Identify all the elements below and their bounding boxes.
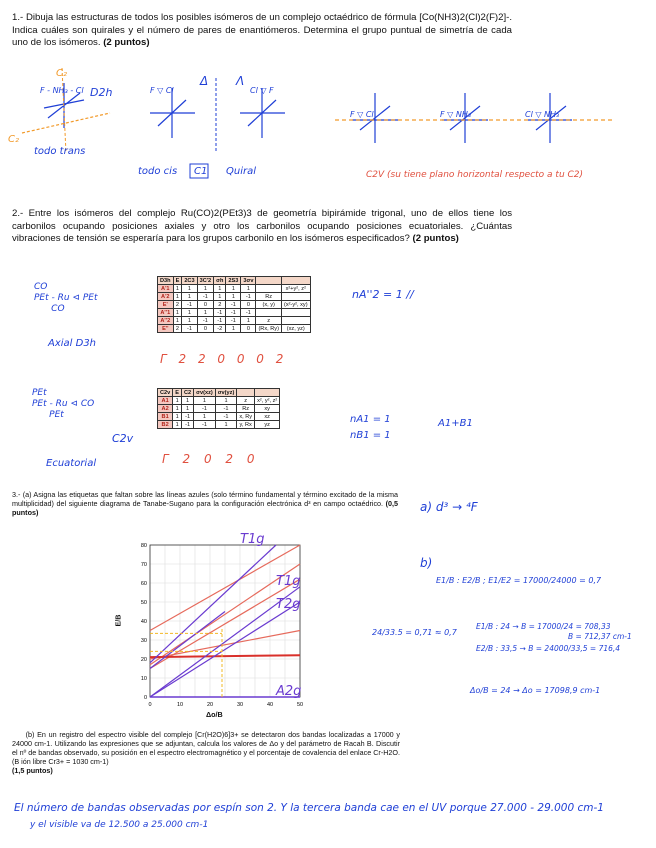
- answer-3a: a) d³ → ⁴F: [420, 500, 478, 514]
- label-t1g: T1g: [276, 574, 301, 589]
- ligand-labels-2: F ▽ Cl: [150, 86, 174, 95]
- e1-calc: E1/B : 24 → B = 17000/24 = 708,33: [476, 622, 611, 631]
- ru-equatorial-sketch: PEt PEt ‑ Ru ⊲ CO PEt: [32, 388, 95, 420]
- table-row: B1 1 -1 1 -1 x, Ry xz: [158, 413, 280, 421]
- delta-calc: Δo/B = 24 → Δo = 17098,9 cm-1: [470, 686, 601, 695]
- table-row: A'2 1 1 -1 1 1 -1 Rz: [158, 293, 311, 301]
- x-tick-label: 0: [148, 702, 152, 708]
- e2-calc: E2/B : 33,5 → B = 24000/33,5 = 716,4: [476, 644, 621, 653]
- iso1-label: todo trans: [34, 146, 86, 157]
- y-tick-label: 0: [143, 695, 147, 701]
- lambda-label: Λ: [236, 74, 245, 88]
- label-t1g-top: T1g: [240, 532, 265, 547]
- answer-3b: b): [420, 556, 433, 570]
- iso1-group: D2h: [90, 86, 113, 99]
- ru-axial-sketch: CO PEt ‑ Ru ⊲ PEt CO: [34, 282, 98, 314]
- question-1-points: (2 puntos): [103, 37, 150, 49]
- y-tick-label: 80: [140, 543, 147, 549]
- ratio-calc: E1/B : E2/B ; E1/E2 = 17000/24000 = 0,7: [436, 576, 602, 585]
- result-eq-sum: A1+B1: [438, 418, 473, 429]
- final-answer-2: y el visible va de 12.500 a 25.000 cm-1: [30, 820, 209, 830]
- table-row: A'1 1 1 1 1 1 1 x²+y², z²: [158, 285, 311, 293]
- question-3b-text: (b) En un registro del espectro visible del complejo [Cr(H2O)6]3+ se detectaron dos bandas localizadas a 17000 y 24000 cm-1. Utilizando las expresiones que se adjuntan, calcula los valores de Δo y del parámetro de Racah B. Discutir el nº de bandas observado, su posición en el espectro electromagnético y el porcentaje de covalencia del enlace Cr-H2O. (B ión libre Cr3+ = 1030 cm-1): [12, 730, 400, 766]
- gamma-equatorial: Γ 2 0 2 0: [162, 452, 260, 466]
- chart-ylabel: E/B: [113, 614, 123, 627]
- c2v-note: C2V (su tiene plano horizontal respecto a tu C2): [366, 170, 584, 180]
- y-tick-label: 60: [140, 581, 147, 587]
- x-tick-label: 50: [296, 702, 304, 708]
- question-1: [12, 12, 512, 50]
- label-a2g: A2g: [276, 684, 302, 699]
- ligand-labels-6: Cl ▽ NH₃: [525, 110, 560, 119]
- question-3b-points: (1,5 puntos): [12, 766, 53, 775]
- y-tick-label: 70: [140, 562, 147, 568]
- table-header-row: C2v E C2 σv(xz) σv(yz): [158, 389, 280, 397]
- question-1-text: 1.- Dibuja las estructuras de todos los posibles isómeros de un complejo octaédrico de fórmula [Co(NH3)2(Cl)2(F)2]-. Indica cuáles son quirales y el número de pares de enantiómeros. Determina el grupo puntual de simetría de cada uno de los isómeros.: [12, 12, 512, 49]
- question-2-text: 2.- Entre los isómeros del complejo Ru(CO)2(PEt3)3 de geometría bipirámide trigonal, uno de ellos tiene los carbonilos ocupando posiciones axiales y otro los carbonilos ocupando posiciones ecuatoriales. ¿Cuántas vibraciones de tensión se esperaría para los grupos carbonilo en los isómeros especificados?: [12, 208, 512, 245]
- table-row: A''2 1 1 -1 -1 -1 1 z: [158, 317, 311, 325]
- x-tick-label: 40: [266, 702, 274, 708]
- iso2-label: todo cis: [138, 166, 178, 177]
- ligand-labels-1: F ‑ NH₃ ‑ Cl: [40, 86, 84, 95]
- ligand-labels-3: Cl ▽ F: [250, 86, 274, 95]
- b-average: B = 712,37 cm-1: [568, 632, 632, 641]
- x-tick-label: 20: [206, 702, 214, 708]
- c2-label-2: C₂: [8, 134, 19, 145]
- character-table-d3h: [157, 276, 311, 333]
- axial-label: Axial D3h: [48, 338, 97, 349]
- result-axial: nA''2 = 1 //: [352, 288, 414, 301]
- question-3a: [12, 490, 398, 517]
- question-2-points: (2 puntos): [412, 233, 459, 245]
- gamma-axial: Γ 2 2 0 0 0 2: [160, 352, 288, 366]
- question-3a-points: (0,5 puntos): [12, 499, 398, 517]
- y-tick-label: 20: [140, 657, 147, 663]
- table-row: A2 1 1 -1 -1 Rz xy: [158, 405, 280, 413]
- table-row: A''1 1 1 1 -1 -1 -1: [158, 309, 311, 317]
- y-tick-label: 40: [140, 619, 147, 625]
- delta-label: Δ: [200, 74, 209, 88]
- chart-xlabel: Δo/B: [206, 710, 223, 719]
- c2v-sketch-label: C2v: [112, 432, 134, 445]
- label-t2g: T2g: [276, 597, 301, 612]
- table-row: E'' 2 -1 0 -2 1 0 (Rx, Ry) (xz, yz): [158, 325, 311, 333]
- table-row: E' 2 -1 0 2 -1 0 (x, y) (x²-y², xy): [158, 301, 311, 309]
- result-eq-a1: nA1 = 1: [350, 414, 391, 425]
- question-3b: [12, 730, 400, 775]
- question-3a-text: 3.- (a) Asigna las etiquetas que faltan sobre las líneas azules (solo término fundamental y término excitado de la misma multiplicidad) del siguiente diagrama de Tanabe-Sugano para la configuración electrónica d³ en campo octaédrico.: [12, 490, 398, 508]
- x-tick-label: 10: [176, 702, 184, 708]
- character-table-c2v: [157, 388, 280, 429]
- iso2-group: C1: [194, 166, 208, 177]
- table-row: A1 1 1 1 1 z x², y², z²: [158, 397, 280, 405]
- table-row: B2 1 -1 -1 1 y, Rx yz: [158, 421, 280, 429]
- table-header-row: D3h E 2C3 3C'2 σh 2S3 3σv: [158, 277, 311, 285]
- c2-label: C₂: [56, 68, 67, 79]
- ligand-labels-5: F ▽ NH₃: [440, 110, 472, 119]
- final-answer-1: El número de bandas observadas por espín son 2. Y la tercera banda cae en el UV porque 27.000 - 29.000 cm-1: [14, 802, 604, 814]
- y-tick-label: 50: [140, 600, 147, 606]
- x-tick-label: 30: [236, 702, 244, 708]
- iso2-note: Quiral: [226, 166, 257, 177]
- result-eq-b1: nB1 = 1: [350, 430, 391, 441]
- y-tick-label: 30: [140, 638, 147, 644]
- y-tick-label: 10: [140, 676, 147, 682]
- ratio-calc-2: 24/33.5 = 0,71 ≈ 0,7: [372, 628, 457, 637]
- tanabe-sugano-line: [150, 545, 276, 663]
- equatorial-label: Ecuatorial: [46, 458, 97, 469]
- ligand-labels-4: F ▽ Cl: [350, 110, 374, 119]
- question-2: [12, 208, 512, 246]
